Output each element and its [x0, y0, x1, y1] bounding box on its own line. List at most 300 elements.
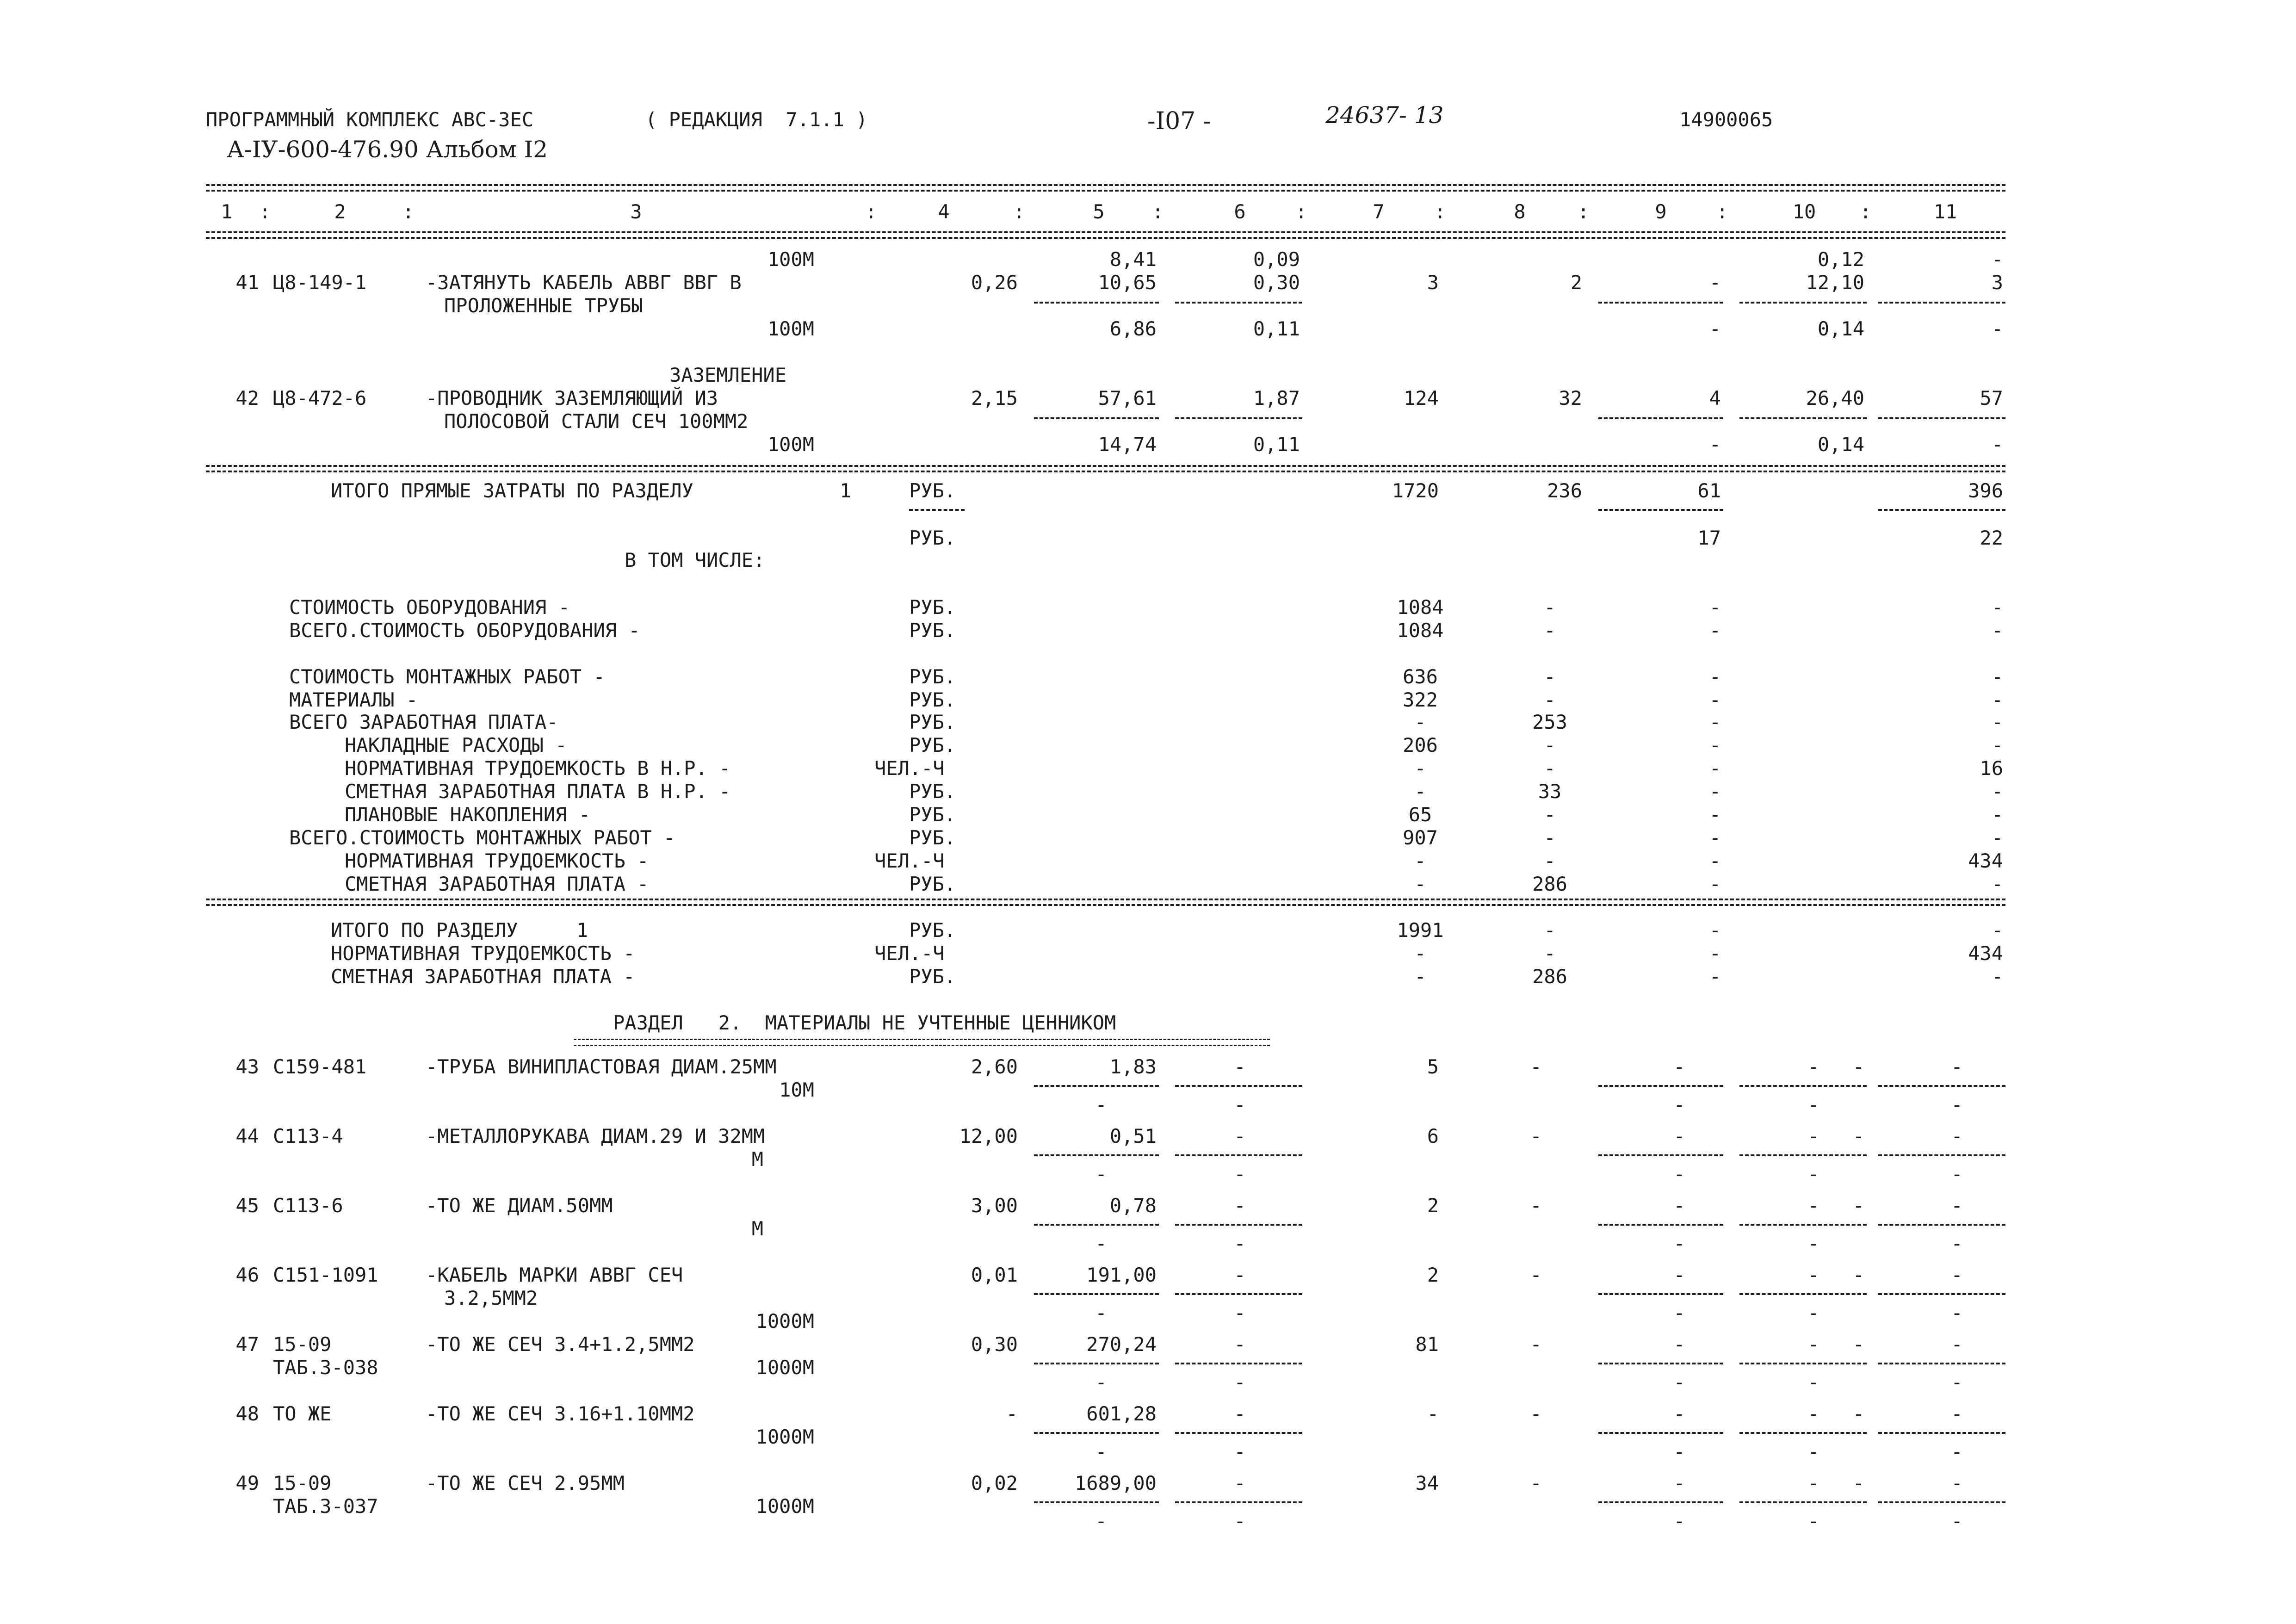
cell-c9: -	[1709, 734, 1721, 756]
cell-c7: 65	[1408, 803, 1432, 826]
cell-c11: 57	[1980, 387, 2003, 409]
cell-c8: -	[1544, 688, 1556, 711]
underline-c10	[1739, 1085, 1867, 1087]
underline-c9	[1598, 417, 1723, 419]
cell-c5-lower: -	[1095, 1440, 1107, 1463]
underline-c11	[1878, 1501, 2005, 1503]
cell-c10: -	[1807, 1125, 1819, 1147]
cell-c7: 2	[1427, 1194, 1439, 1217]
cell-c10: 0,12	[1817, 248, 1864, 271]
cell-c10-lower: -	[1807, 1371, 1819, 1394]
subsection-heading: ЗАЗЕМЛЕНИЕ	[669, 364, 786, 386]
cell-c10: -	[1852, 1264, 1864, 1286]
cell-c8: -	[1544, 803, 1556, 826]
cell-c4: 2,15	[971, 387, 1018, 409]
material-number: 47	[235, 1333, 259, 1356]
row-number: 41	[235, 271, 259, 294]
underline-c5	[1034, 1293, 1159, 1295]
cell-c11: -	[1991, 248, 2003, 271]
underline-c5	[1034, 417, 1159, 419]
material-description: -ТО ЖЕ ДИАМ.50ММ	[426, 1194, 613, 1217]
section-total-label: СМЕТНАЯ ЗАРАБОТНАЯ ПЛАТА -	[331, 965, 635, 988]
cell-c11: 3	[1991, 271, 2003, 294]
column-separator: :	[1434, 200, 1446, 223]
cell-c11: -	[1991, 665, 2003, 688]
cell-c11: -	[1991, 919, 2003, 942]
cell-c6: 0,11	[1253, 317, 1300, 340]
breakdown-label: ВСЕГО.СТОИМОСТЬ МОНТАЖНЫХ РАБОТ -	[289, 826, 675, 849]
underline-c9	[1598, 1224, 1723, 1226]
row-description: -ЗАТЯНУТЬ КАБЕЛЬ АВВГ ВВГ В	[426, 271, 742, 294]
cell-c6-lower: -	[1234, 1371, 1246, 1394]
cell-c9: 4	[1709, 387, 1721, 409]
album-title: А-IУ-600-476.90 Альбом I2	[227, 136, 548, 163]
cell-c8: 253	[1532, 711, 1567, 733]
cell-c7: 1084	[1397, 596, 1444, 619]
material-description: -ТО ЖЕ СЕЧ 3.16+1.10ММ2	[426, 1402, 695, 1425]
cell-c7: 636	[1403, 665, 1438, 688]
cell-c9: -	[1709, 271, 1721, 294]
underline-c11	[1878, 1154, 2005, 1156]
material-description: -КАБЕЛЬ МАРКИ АВВГ СЕЧ	[426, 1264, 683, 1286]
cell-c4: 0,01	[971, 1264, 1018, 1286]
material-number: 46	[235, 1264, 259, 1286]
row-number: 42	[235, 387, 259, 409]
table-top-rule	[206, 184, 2005, 186]
breakdown-label: НАКЛАДНЫЕ РАСХОДЫ -	[345, 734, 567, 756]
cell-c5-lower: -	[1095, 1232, 1107, 1255]
cell-c10: -	[1852, 1472, 1864, 1494]
cell-c4: 3,00	[971, 1194, 1018, 1217]
unit-label: 100М	[767, 248, 814, 271]
cell-c11: -	[1951, 1055, 1963, 1078]
material-description: -МЕТАЛЛОРУКАВА ДИАМ.29 И 32ММ	[426, 1125, 765, 1147]
cell-c10: -	[1852, 1333, 1864, 1356]
cell-c6-lower: -	[1234, 1093, 1246, 1116]
cell-c9: -	[1673, 1125, 1685, 1147]
cell-c11: -	[1951, 1333, 1963, 1356]
underline-c9	[1598, 1154, 1723, 1156]
cell-c11: -	[1951, 1125, 1963, 1147]
underline-c9	[1598, 1501, 1723, 1503]
cell-c7: 1084	[1397, 619, 1444, 642]
program-name: ПРОГРАММНЫЙ КОМПЛЕКС АВС-3ЕС	[206, 108, 534, 131]
column-header-3: 3	[630, 200, 642, 223]
cell-c7: 1991	[1397, 919, 1444, 942]
cell-c4: 0,30	[971, 1333, 1018, 1356]
cell-c11: -	[1991, 433, 2003, 456]
section-total-unit: РУБ.	[909, 965, 956, 988]
column-header-7: 7	[1373, 200, 1385, 223]
cell-c10: -	[1852, 1055, 1864, 1078]
cell-c8: -	[1544, 942, 1556, 965]
underline-c5	[1034, 1363, 1159, 1364]
material-code: 15-09	[273, 1333, 332, 1356]
section-2-title: РАЗДЕЛ 2. МАТЕРИАЛЫ НЕ УЧТЕННЫЕ ЦЕННИКОМ	[613, 1011, 1116, 1034]
underline-c9	[1598, 509, 1723, 511]
cell-c9: -	[1709, 780, 1721, 803]
section-2-double-rule	[574, 1039, 1270, 1046]
underline-c6	[1175, 1293, 1302, 1295]
cell-c6-lower: -	[1234, 1163, 1246, 1185]
cell-c7: 3	[1427, 271, 1439, 294]
underline-c11	[1878, 509, 2005, 511]
cell-c9: -	[1709, 596, 1721, 619]
cell-c10-lower: -	[1807, 1093, 1819, 1116]
cell-c9: -	[1709, 873, 1721, 895]
breakdown-unit: РУБ.	[909, 619, 956, 642]
underline-c10	[1739, 1432, 1867, 1434]
cell-c5-lower: -	[1095, 1510, 1107, 1532]
material-description: 3.2,5ММ2	[444, 1287, 538, 1309]
cell-c8: -	[1544, 734, 1556, 756]
column-separator: :	[1716, 200, 1728, 223]
underline-c9	[1598, 1432, 1723, 1434]
cell-c8: 33	[1538, 780, 1562, 803]
column-header-1: 1	[221, 200, 233, 223]
cell-c11: -	[1951, 1402, 1963, 1425]
cell-c10-lower: -	[1807, 1163, 1819, 1185]
cell-c4: -	[1006, 1402, 1018, 1425]
cell-c6-lower: -	[1234, 1232, 1246, 1255]
cell-c11: -	[1991, 873, 2003, 895]
section-rule	[206, 904, 2005, 906]
cell-c6: -	[1234, 1264, 1246, 1286]
cell-c9: -	[1673, 1055, 1685, 1078]
material-code: С151-1091	[273, 1264, 378, 1286]
column-separator: :	[865, 200, 877, 223]
cell-c10-lower: -	[1807, 1440, 1819, 1463]
cell-c7: 907	[1403, 826, 1438, 849]
cell-c8: -	[1530, 1125, 1542, 1147]
underline-c10	[1739, 1501, 1867, 1503]
header-bottom-rule	[206, 237, 2005, 239]
row-description: -ПРОВОДНИК ЗАЗЕМЛЯЮЩИЙ ИЗ	[426, 387, 718, 409]
unit-label: 100М	[767, 433, 814, 456]
cell-c10: -	[1807, 1055, 1819, 1078]
page-number: -I07 -	[1147, 107, 1212, 135]
cell-c6: 0,11	[1253, 433, 1300, 456]
cell-c9: -	[1709, 942, 1721, 965]
material-number: 43	[235, 1055, 259, 1078]
breakdown-unit: ЧЕЛ.-Ч	[874, 849, 945, 872]
material-unit: М	[751, 1217, 763, 1240]
underline-c6	[1175, 1363, 1302, 1364]
cell-c6-lower: -	[1234, 1302, 1246, 1324]
breakdown-label: ВСЕГО ЗАРАБОТНАЯ ПЛАТА-	[289, 711, 558, 733]
material-code: ТАБ.3-037	[273, 1495, 378, 1518]
cell-c11: -	[1991, 619, 2003, 642]
material-code: С113-6	[273, 1194, 343, 1217]
cell-c6: 0,30	[1253, 271, 1300, 294]
cell-c10: -	[1807, 1333, 1819, 1356]
cell-c8: -	[1530, 1194, 1542, 1217]
underline-c6	[1175, 417, 1302, 419]
underline-c11	[1878, 1293, 2005, 1295]
program-edition: ( РЕДАКЦИЯ 7.1.1 )	[645, 108, 868, 131]
cell-c5: 601,28	[1086, 1402, 1157, 1425]
column-header-5: 5	[1093, 200, 1105, 223]
underline-c9	[1598, 1363, 1723, 1364]
cell-c8: -	[1530, 1402, 1542, 1425]
underline-c5	[1034, 1154, 1159, 1156]
cell-c9: -	[1709, 688, 1721, 711]
cell-c9: -	[1709, 849, 1721, 872]
cell-c10: -	[1852, 1125, 1864, 1147]
underline-c10	[1739, 417, 1867, 419]
cell-c8: -	[1544, 757, 1556, 780]
header-bottom-rule	[206, 231, 2005, 233]
cell-c8: -	[1544, 919, 1556, 942]
cell-c11: -	[1991, 780, 2003, 803]
cell-c7: -	[1414, 780, 1426, 803]
cell-c6: -	[1234, 1333, 1246, 1356]
breakdown-unit: ЧЕЛ.-Ч	[874, 757, 945, 780]
cell-c8: 2	[1570, 271, 1582, 294]
section-total-unit: ЧЕЛ.-Ч	[874, 942, 945, 965]
including-label: В ТОМ ЧИСЛЕ:	[625, 549, 765, 571]
column-header-11: 11	[1933, 200, 1957, 223]
underline-c5	[1034, 1224, 1159, 1226]
cell-c11-lower: -	[1951, 1371, 1963, 1394]
cell-c8: -	[1544, 619, 1556, 642]
cell-c9: -	[1709, 965, 1721, 988]
handwritten-code: 24637- 13	[1325, 102, 1444, 129]
underline-c10	[1739, 302, 1867, 304]
underline-c10	[1739, 1154, 1867, 1156]
underline-c5	[1034, 1501, 1159, 1503]
cell-c9-lower: -	[1673, 1093, 1685, 1116]
cell-c5: 6,86	[1109, 317, 1157, 340]
section-total-unit: РУБ.	[909, 919, 956, 942]
cell-c11: -	[1991, 734, 2003, 756]
cell-c11: -	[1991, 965, 2003, 988]
cell-c4: 12,00	[959, 1125, 1018, 1147]
cell-c10-lower: -	[1807, 1302, 1819, 1324]
cell-c9: 61	[1697, 479, 1721, 502]
column-separator: :	[1578, 200, 1590, 223]
cell-c6: -	[1234, 1125, 1246, 1147]
breakdown-unit: РУБ.	[909, 780, 956, 803]
underline-c9	[1598, 302, 1723, 304]
cell-c11: -	[1951, 1194, 1963, 1217]
cell-c7: 6	[1427, 1125, 1439, 1147]
cell-c9: -	[1709, 919, 1721, 942]
breakdown-label: ПЛАНОВЫЕ НАКОПЛЕНИЯ -	[345, 803, 591, 826]
material-code: С159-481	[273, 1055, 367, 1078]
cell-c8: -	[1544, 665, 1556, 688]
underline-c9	[1598, 1293, 1723, 1295]
column-separator: :	[259, 200, 271, 223]
cell-c8: 286	[1532, 873, 1567, 895]
breakdown-label: ВСЕГО.СТОИМОСТЬ ОБОРУДОВАНИЯ -	[289, 619, 640, 642]
cell-c9: -	[1673, 1333, 1685, 1356]
cell-c5-lower: -	[1095, 1371, 1107, 1394]
material-code: ТАБ.3-038	[273, 1356, 378, 1379]
column-separator: :	[1013, 200, 1025, 223]
cell-c10: -	[1807, 1194, 1819, 1217]
column-header-9: 9	[1655, 200, 1667, 223]
breakdown-label: НОРМАТИВНАЯ ТРУДОЕМКОСТЬ В Н.Р. -	[345, 757, 731, 780]
cell-c9-lower: -	[1673, 1440, 1685, 1463]
cell-c6: 1,87	[1253, 387, 1300, 409]
material-description: -ТО ЖЕ СЕЧ 2.95ММ	[426, 1472, 625, 1494]
breakdown-unit: РУБ.	[909, 688, 956, 711]
material-description: -ТО ЖЕ СЕЧ 3.4+1.2,5ММ2	[426, 1333, 695, 1356]
cell-c5: 270,24	[1086, 1333, 1157, 1356]
cell-c9: -	[1709, 757, 1721, 780]
cell-c6: -	[1234, 1402, 1246, 1425]
cell-c7: 322	[1403, 688, 1438, 711]
table-top-rule	[206, 190, 2005, 192]
cell-c11: 16	[1980, 757, 2003, 780]
cell-c5: 0,51	[1109, 1125, 1157, 1147]
cell-c5-lower: -	[1095, 1302, 1107, 1324]
breakdown-unit: РУБ.	[909, 734, 956, 756]
cell-c11: 434	[1968, 849, 2003, 872]
cell-c8: -	[1530, 1333, 1542, 1356]
direct-costs-label: ИТОГО ПРЯМЫЕ ЗАТРАТЫ ПО РАЗДЕЛУ	[331, 479, 693, 502]
breakdown-label: СТОИМОСТЬ ОБОРУДОВАНИЯ -	[289, 596, 570, 619]
underline-c5	[1034, 302, 1159, 304]
material-unit: 1000М	[755, 1495, 814, 1518]
cell-c5: 8,41	[1109, 248, 1157, 271]
cell-c11: -	[1991, 688, 2003, 711]
material-code: ТО ЖЕ	[273, 1402, 332, 1425]
cell-c9-lower: -	[1673, 1371, 1685, 1394]
row-description: ПОЛОСОВОЙ СТАЛИ СЕЧ 100ММ2	[444, 410, 749, 433]
cell-c11-lower: -	[1951, 1163, 1963, 1185]
cell-c11: -	[1951, 1264, 1963, 1286]
cell-c11: -	[1991, 826, 2003, 849]
underline-c6	[1175, 1432, 1302, 1434]
cell-c7: 1720	[1392, 479, 1439, 502]
underline-c9	[1598, 1085, 1723, 1087]
breakdown-unit: РУБ.	[909, 665, 956, 688]
cell-c11: -	[1991, 711, 2003, 733]
section-rule	[206, 899, 2005, 900]
underline-c10	[1739, 1224, 1867, 1226]
cell-c10: 26,40	[1806, 387, 1864, 409]
column-separator: :	[402, 200, 415, 223]
row-code: Ц8-472-6	[273, 387, 367, 409]
column-header-4: 4	[938, 200, 950, 223]
material-code: С113-4	[273, 1125, 343, 1147]
row-description: ПРОЛОЖЕННЫЕ ТРУБЫ	[444, 294, 643, 317]
cell-c8: -	[1530, 1264, 1542, 1286]
cell-c5: 57,61	[1098, 387, 1157, 409]
material-number: 49	[235, 1472, 259, 1494]
cell-c9: -	[1709, 826, 1721, 849]
cell-c11: -	[1991, 803, 2003, 826]
cell-c5: 1689,00	[1074, 1472, 1157, 1494]
cell-c11: 22	[1980, 527, 2003, 549]
cell-c10: -	[1807, 1264, 1819, 1286]
column-separator: :	[1860, 200, 1872, 223]
underline-c11	[1878, 1363, 2005, 1364]
section-total-label: ИТОГО ПО РАЗДЕЛУ 1	[331, 919, 588, 942]
breakdown-label: НОРМАТИВНАЯ ТРУДОЕМКОСТЬ -	[345, 849, 649, 872]
cell-c7: -	[1427, 1402, 1439, 1425]
material-number: 45	[235, 1194, 259, 1217]
underline-c6	[1175, 1085, 1302, 1087]
underline-c11	[1878, 1432, 2005, 1434]
column-header-6: 6	[1234, 200, 1246, 223]
underline-c6	[1175, 1154, 1302, 1156]
cell-c9: -	[1673, 1264, 1685, 1286]
section-rule	[206, 471, 2005, 472]
underline-c11	[1878, 302, 2005, 304]
code-number: 14900065	[1679, 108, 1773, 131]
material-description: -ТРУБА ВИНИПЛАСТОВАЯ ДИАМ.25ММ	[426, 1055, 777, 1078]
underline-c5	[1034, 1432, 1159, 1434]
cell-c6: -	[1234, 1055, 1246, 1078]
cell-c6: -	[1234, 1194, 1246, 1217]
cell-c5: 10,65	[1098, 271, 1157, 294]
cell-c8: 236	[1547, 479, 1582, 502]
cell-c9: -	[1709, 711, 1721, 733]
underline-c10	[1739, 1293, 1867, 1295]
cell-c11-lower: -	[1951, 1302, 1963, 1324]
cell-c6: -	[1234, 1472, 1246, 1494]
breakdown-label: СТОИМОСТЬ МОНТАЖНЫХ РАБОТ -	[289, 665, 605, 688]
cell-c8: 32	[1559, 387, 1582, 409]
breakdown-label: СМЕТНАЯ ЗАРАБОТНАЯ ПЛАТА В Н.Р. -	[345, 780, 731, 803]
cell-c8: -	[1530, 1055, 1542, 1078]
breakdown-unit: РУБ.	[909, 711, 956, 733]
underline-c6	[1175, 1501, 1302, 1503]
cell-c9-lower: -	[1673, 1163, 1685, 1185]
breakdown-label: МАТЕРИАЛЫ -	[289, 688, 418, 711]
cell-c8: -	[1544, 596, 1556, 619]
breakdown-unit: РУБ.	[909, 873, 956, 895]
cell-c4: 0,26	[971, 271, 1018, 294]
cell-c6-lower: -	[1234, 1440, 1246, 1463]
underline-c11	[1878, 1224, 2005, 1226]
cell-c7: 206	[1403, 734, 1438, 756]
cell-c7: 5	[1427, 1055, 1439, 1078]
column-separator: :	[1295, 200, 1307, 223]
cell-c10-lower: -	[1807, 1510, 1819, 1532]
cell-c9: -	[1709, 665, 1721, 688]
cell-c10-lower: -	[1807, 1232, 1819, 1255]
underline-c11	[1878, 417, 2005, 419]
cell-c7: 2	[1427, 1264, 1439, 1286]
cell-c9: -	[1673, 1194, 1685, 1217]
cell-c10: 0,14	[1817, 317, 1864, 340]
cell-c11-lower: -	[1951, 1510, 1963, 1532]
cell-c9: -	[1709, 803, 1721, 826]
cell-c9: -	[1673, 1472, 1685, 1494]
material-unit: 1000М	[755, 1356, 814, 1379]
material-unit: 1000М	[755, 1310, 814, 1333]
cell-c9-lower: -	[1673, 1302, 1685, 1324]
cell-c10: 0,14	[1817, 433, 1864, 456]
unit-rub: РУБ.	[909, 479, 956, 502]
underline-c5	[1034, 1085, 1159, 1087]
cell-c9: -	[1709, 317, 1721, 340]
cell-c9: 17	[1697, 527, 1721, 549]
column-header-10: 10	[1792, 200, 1816, 223]
underline-c11	[1878, 1085, 2005, 1087]
unit-rub: РУБ.	[909, 527, 956, 549]
cell-c11: -	[1991, 596, 2003, 619]
cell-c11-lower: -	[1951, 1440, 1963, 1463]
cell-c5-lower: -	[1095, 1163, 1107, 1185]
cell-c9: -	[1709, 433, 1721, 456]
cell-c7: -	[1414, 942, 1426, 965]
cell-c6: 0,09	[1253, 248, 1300, 271]
